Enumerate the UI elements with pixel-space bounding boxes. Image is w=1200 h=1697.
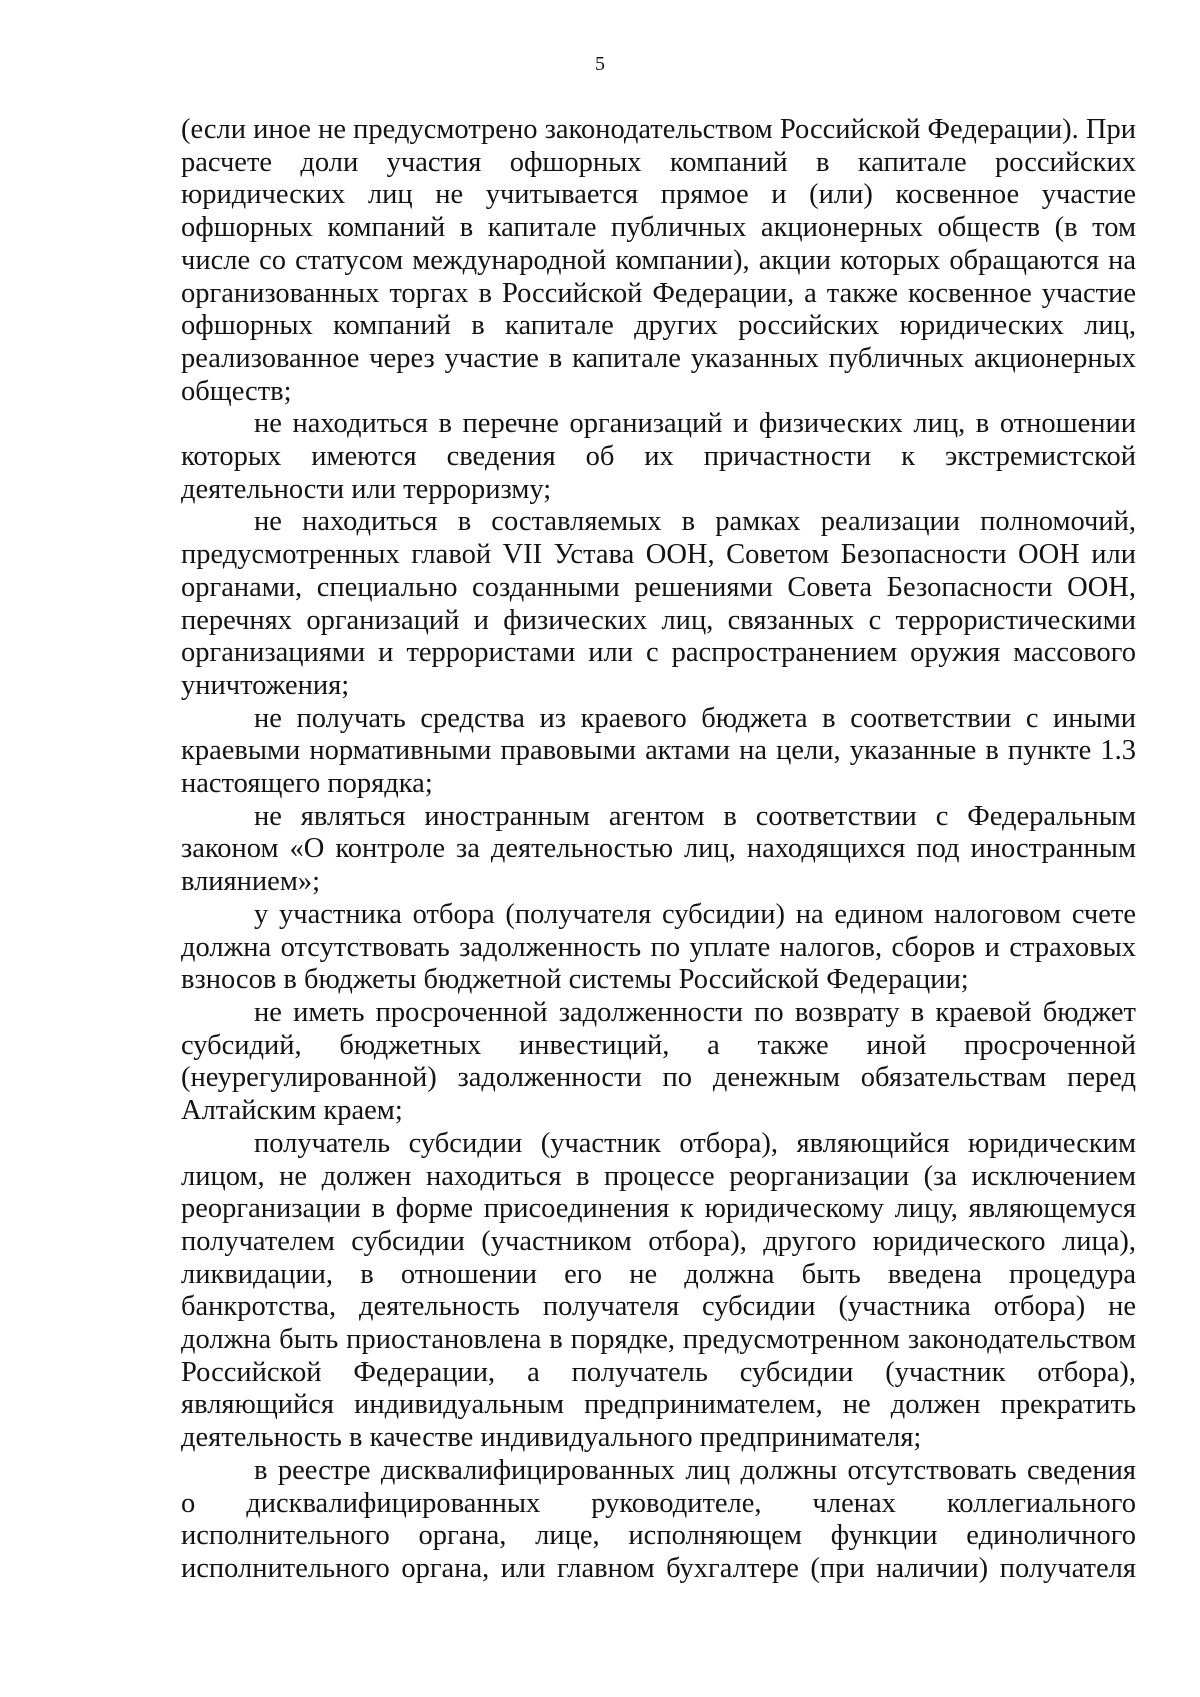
paragraph-tax-debt: у участника отбора (получателя субсидии) на едином налоговом счете должна отсутствовать задолженность по уплате налогов, сборов и страховых взносов в бюджеты бюджетной системы Российской Федерации;	[181, 898, 1136, 996]
paragraph-disqualified-persons: в реестре дисквалифицированных лиц должны отсутствовать сведения о дисквалифицированных руководителе, членах коллегиального исполнительного органа, лице, исполняющем функции единоличного исполнительного органа, или главном бухгалтере (при наличии) получателя	[181, 1454, 1136, 1584]
paragraph-un-sanctions-list: не находиться в составляемых в рамках реализации полномочий, предусмотренных главой VII Устава ООН, Советом Безопасности ООН или органами, специально созданными решениями Совета Безопасности ООН, перечнях организаций и физических лиц, связанных с террористическими организациями и террористами или с распространением оружия массового уничтожения;	[181, 506, 1136, 701]
paragraph-extremism-list: не находиться в перечне организаций и физических лиц, в отношении которых имеются сведения об их причастности к экстремистской деятельности или терроризму;	[181, 408, 1136, 505]
paragraph-foreign-agent: не являться иностранным агентом в соответствии с Федеральным законом «О контроле за деятельностью лиц, находящихся под иностранным влиянием»;	[181, 800, 1136, 898]
document-body	[181, 114, 1136, 1586]
paragraph-overdue-debt: не иметь просроченной задолженности по возврату в краевой бюджет субсидий, бюджетных инвестиций, а также иной просроченной (неурегулированной) задолженности по денежным обязательствам перед Алтайским краем;	[181, 996, 1136, 1127]
paragraph-regional-budget-funds: не получать средства из краевого бюджета в соответствии с иными краевыми нормативными правовыми актами на цели, указанные в пункте 1.3 настоящего порядка;	[181, 702, 1136, 800]
paragraph-reorganization: получатель субсидии (участник отбора), являющийся юридическим лицом, не должен находиться в процессе реорганизации (за исключением реорганизации в форме присоединения к юридическому лицу, являющемуся получателем субсидии (участником отбора), другого юридического лица), ликвидации, в отношении его не должна быть введена процедура банкротства, деятельность получателя субсидии (участника отбора) не должна быть приостановлена в порядке, предусмотренном законодательством Российской Федерации, а получатель субсидии (участник отбора), являющийся индивидуальным предпринимателем, не должен прекратить деятельность в качестве индивидуального предпринимателя;	[181, 1127, 1136, 1454]
paragraph-offshore-participation: (если иное не предусмотрено законодательством Российской Федерации). При расчете доли участия офшорных компаний в капитале российских юридических лиц не учитывается прямое и (или) косвенное участие офшорных компаний в капитале публичных акционерных обществ (в том числе со статусом международной компании), акции которых обращаются на организованных торгах в Российской Федерации, а также косвенное участие офшорных компаний в капитале других российских юридических лиц, реализованное через участие в капитале указанных публичных акционерных обществ;	[181, 114, 1136, 407]
page-number: 5	[595, 53, 605, 75]
